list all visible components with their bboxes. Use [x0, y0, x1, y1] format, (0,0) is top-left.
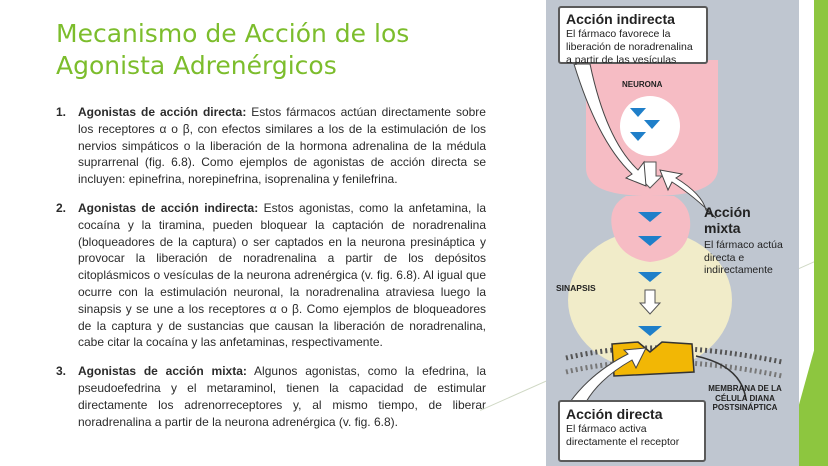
agonist-list — [56, 104, 486, 442]
item-number: 2. — [56, 200, 67, 215]
direct-action-title: Acción directa — [566, 406, 663, 422]
mixed-action-title-2: mixta — [704, 220, 741, 236]
slide-title — [56, 18, 526, 82]
slide-title-line-1: Mecanismo de Acción de los — [56, 19, 410, 48]
neuron-label: NEURONA — [622, 80, 663, 89]
mixed-action-text: El fármaco actúa directa e indirectamente — [704, 239, 783, 277]
list-item — [56, 200, 486, 351]
item-lead: Agonistas de acción mixta: — [78, 364, 247, 379]
mixed-action-callout — [704, 204, 794, 277]
item-number: 1. — [56, 105, 67, 119]
item-text: Estos fármacos actúan directamente sobre los receptores α o β, con efectos similares a los de la estimulación de los nervios simpáticos o la liberación de la hormona adrenalina de la médula suprarrenal (fig. 6.8). Como ejemplos de agonistas de acción directa se incluyen: epinefrina, norepinefrina, isoprenalina y fenilefrina. — [78, 105, 486, 187]
indirect-action-title: Acción indirecta — [566, 11, 675, 27]
membrane-label: MEMBRANA DE LA CÉLULA DIANA POSTSINÁPTICA — [708, 384, 782, 412]
item-number: 3. — [56, 364, 67, 379]
decorative-bar — [814, 0, 828, 466]
slide-title-line-2: Agonista Adrenérgicos — [56, 51, 337, 80]
indirect-action-text: El fármaco favorece la liberación de noradrenalina a partir de las vesículas — [566, 28, 693, 66]
mixed-action-title-1: Acción — [704, 204, 751, 220]
list-item — [56, 104, 486, 188]
list-item — [56, 363, 486, 430]
item-text: Algunos agonistas, como la efedrina, la pseudoefedrina y el metaraminol, tienen la capacidad de estimular directamente los adrenorreceptores y, al mismo tiempo, de liberar noradrenalina a partir de la neurona adrenérgica (v. fig. 6.8). — [78, 364, 486, 429]
direct-action-text: El fármaco activa directamente el receptor — [566, 423, 680, 448]
indirect-action-callout — [558, 6, 708, 64]
synapse-label: SINAPSIS — [556, 283, 596, 293]
item-lead: Agonistas de acción directa: — [78, 105, 247, 119]
item-text: Estos agonistas, como la anfetamina, la cocaína y la tiramina, pueden bloquear la captación de noradrenalina (bloqueadores de la captura) o ser captados en la neurona presináptica y provocar la liberación de noradrenalina a partir de los depósitos citoplásmicos o vesículas de la neurona adrenérgica (v. fig. 6.8). Al igual que ocurre con la estimulación neuronal, la noradrenalina atraviesa luego la sinapsis y se une a los receptores α o β. Como ejemplos de bloqueadores de la captura y de sustancias que causan la liberación de noradrenalina, cabe citar la cocaína y las anfetaminas, respectivamente. — [78, 200, 487, 350]
mechanism-figure — [546, 0, 799, 466]
item-lead: Agonistas de acción indirecta: — [78, 200, 259, 215]
direct-action-callout — [558, 400, 706, 462]
